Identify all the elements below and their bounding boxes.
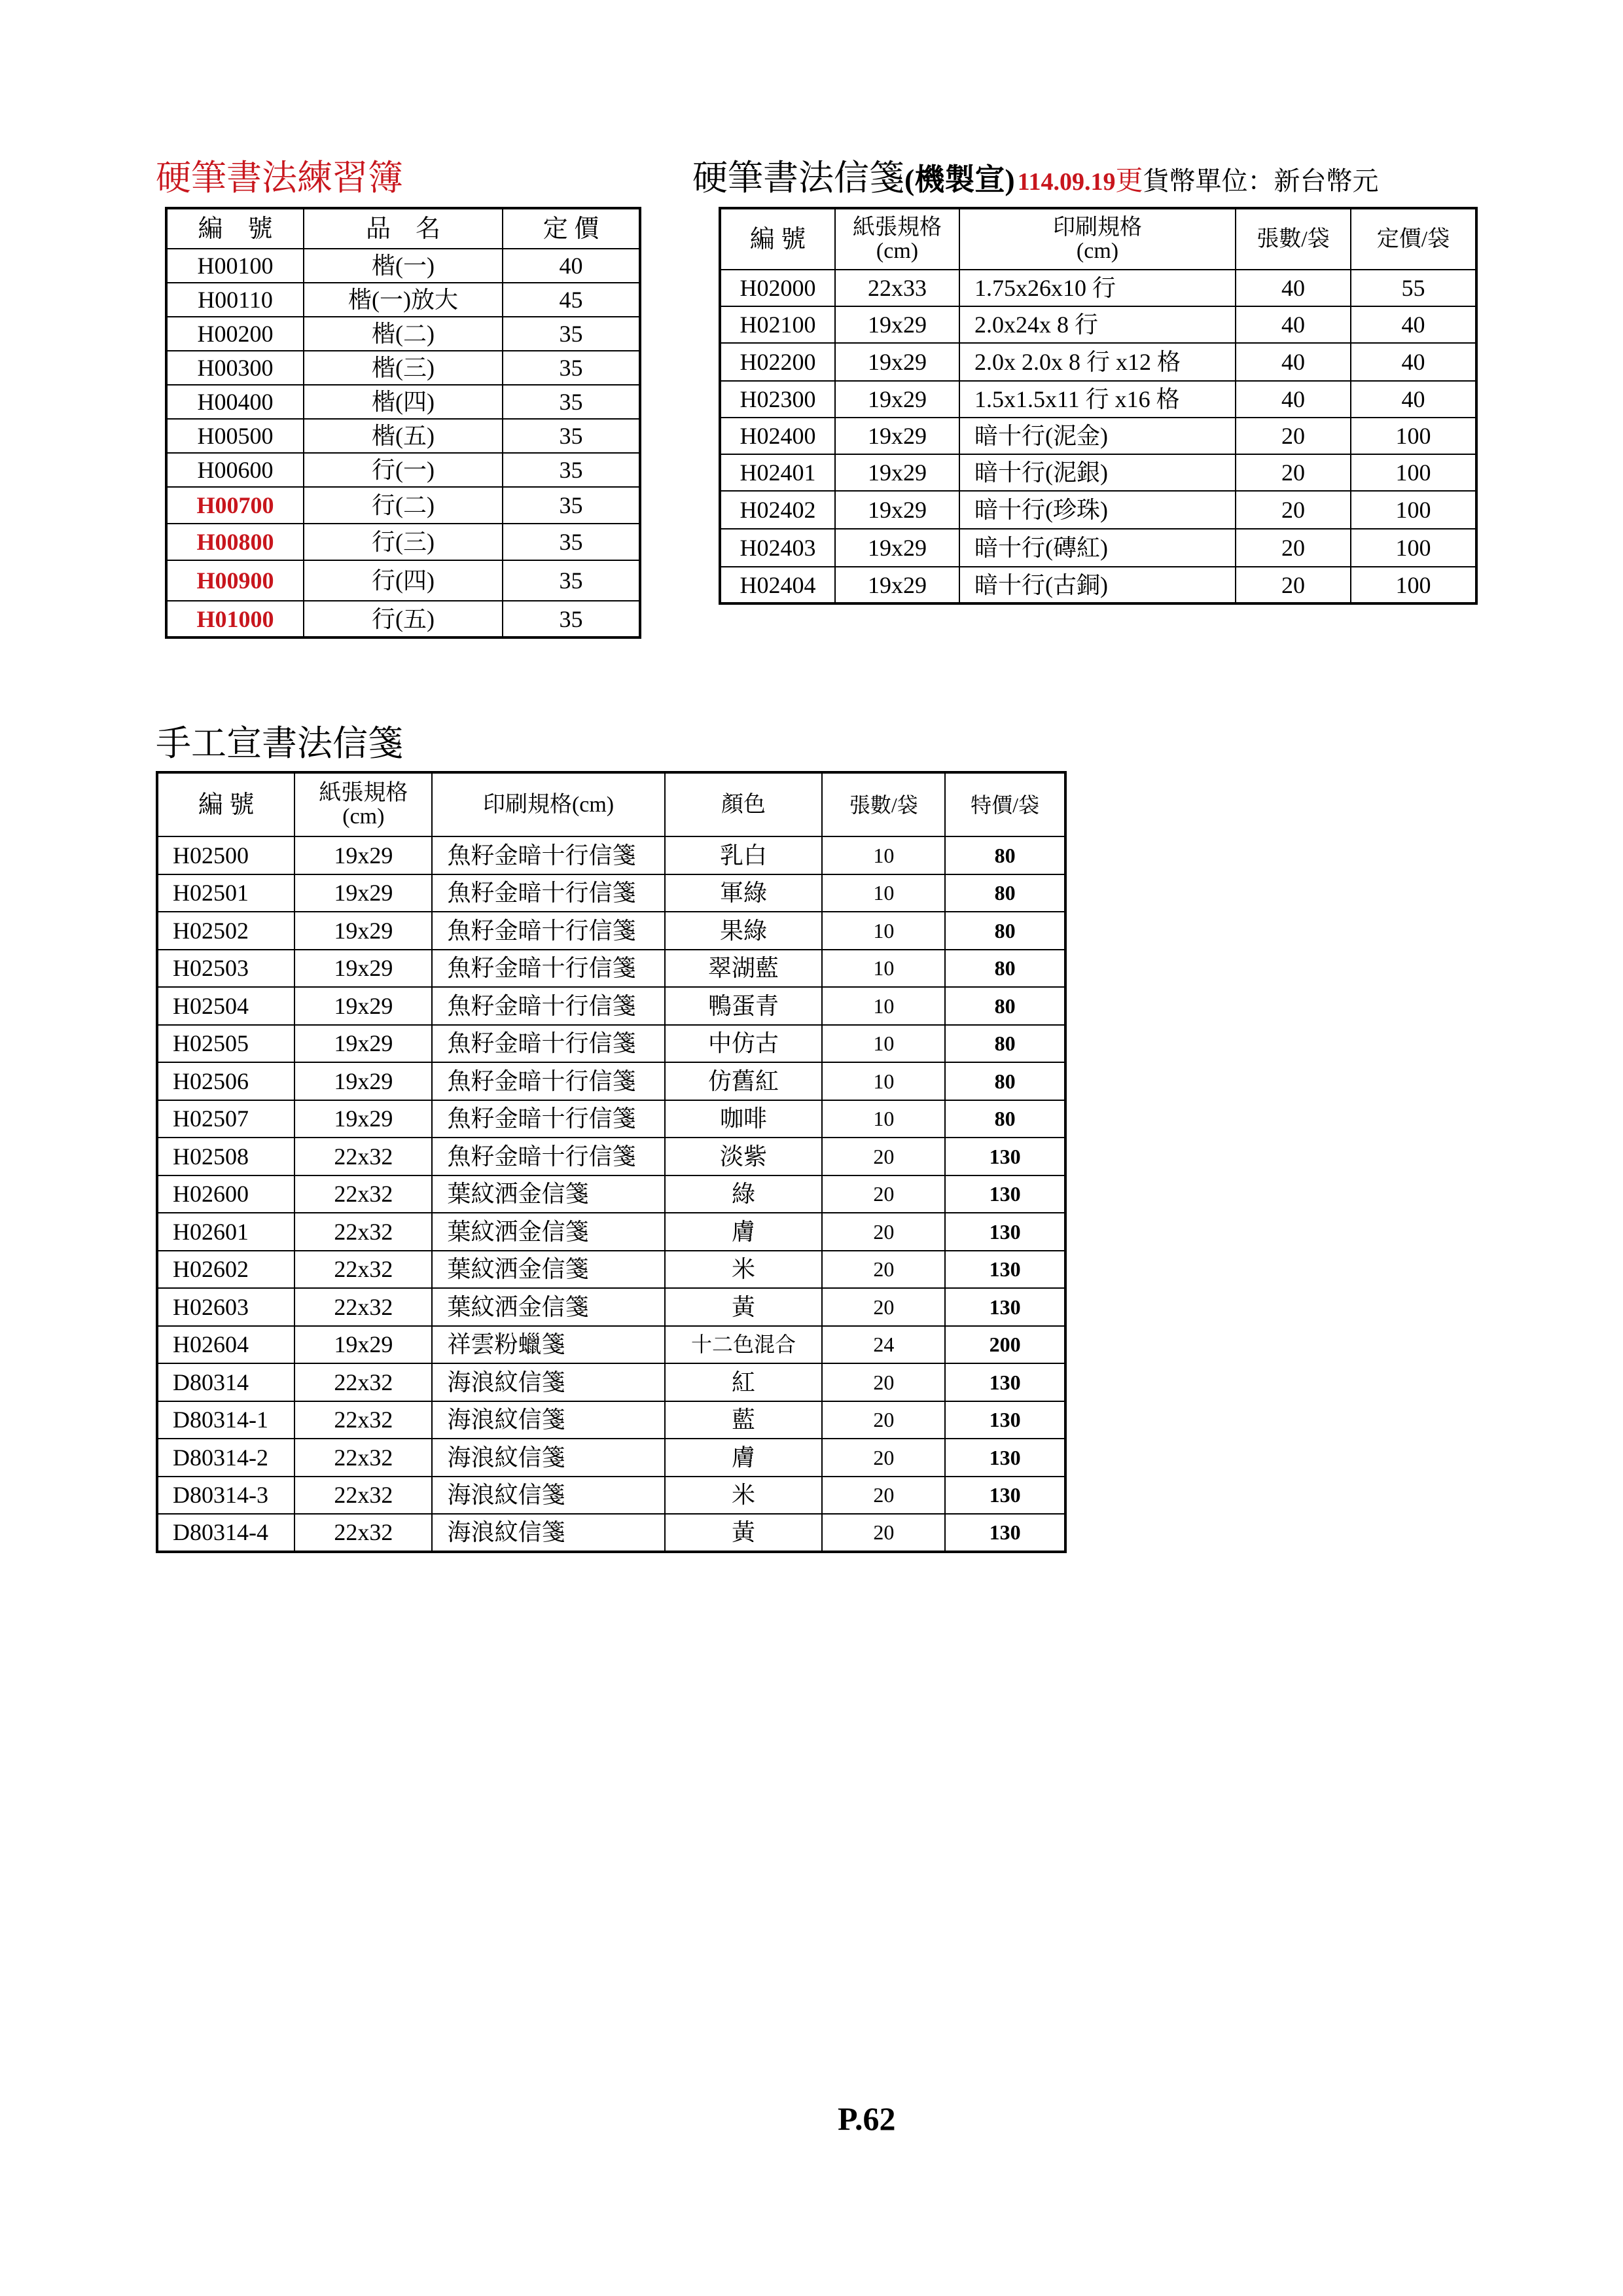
paper-size: 22x32 bbox=[294, 1363, 432, 1401]
sheets-per-bag: 20 bbox=[1236, 454, 1351, 491]
item-code: D80314-2 bbox=[157, 1439, 294, 1477]
item-code: H02402 bbox=[720, 491, 835, 529]
table-row bbox=[157, 1025, 1065, 1063]
table-row bbox=[157, 1401, 1065, 1439]
table-row bbox=[157, 1213, 1065, 1251]
header-code: 編 號 bbox=[157, 772, 294, 836]
special-price: 130 bbox=[945, 1175, 1065, 1213]
item-code: H02500 bbox=[157, 836, 294, 874]
sheets-per-bag: 40 bbox=[1236, 270, 1351, 306]
header-sheets: 張數/袋 bbox=[822, 772, 945, 836]
practice-book-title: 硬筆書法練習簿 bbox=[156, 158, 403, 198]
paper-size: 22x32 bbox=[294, 1288, 432, 1326]
print-spec: 1.5x1.5x11 行 x16 格 bbox=[959, 381, 1236, 418]
sheets-per-bag: 20 bbox=[822, 1477, 945, 1515]
special-price: 80 bbox=[945, 912, 1065, 950]
print-spec: 魚籽金暗十行信箋 bbox=[432, 1025, 664, 1063]
item-code: D80314 bbox=[157, 1363, 294, 1401]
sheets-per-bag: 20 bbox=[1236, 491, 1351, 529]
sheets-per-bag: 20 bbox=[822, 1175, 945, 1213]
item-price: 35 bbox=[503, 560, 640, 601]
header-color: 顏色 bbox=[665, 772, 823, 836]
item-price: 35 bbox=[503, 317, 640, 351]
item-code: H02507 bbox=[157, 1100, 294, 1138]
sheets-per-bag: 40 bbox=[1236, 306, 1351, 343]
sheets-per-bag: 10 bbox=[822, 950, 945, 988]
item-code: H02503 bbox=[157, 950, 294, 988]
print-spec: 暗十行(古銅) bbox=[959, 567, 1236, 603]
print-spec: 魚籽金暗十行信箋 bbox=[432, 1100, 664, 1138]
header-price: 特價/袋 bbox=[945, 772, 1065, 836]
paper-size: 19x29 bbox=[835, 529, 959, 567]
table-row bbox=[157, 1062, 1065, 1100]
table-row bbox=[720, 381, 1476, 418]
sheets-per-bag: 10 bbox=[822, 1062, 945, 1100]
paper-size: 19x29 bbox=[835, 306, 959, 343]
table-row bbox=[720, 567, 1476, 603]
item-code: H02501 bbox=[157, 874, 294, 912]
item-code: H00400 bbox=[166, 385, 304, 419]
practice-book-table bbox=[165, 207, 641, 639]
special-price: 130 bbox=[945, 1439, 1065, 1477]
item-name: 行(二) bbox=[304, 487, 503, 524]
table-header-row bbox=[720, 208, 1476, 270]
item-code: D80314-4 bbox=[157, 1514, 294, 1552]
sheets-per-bag: 40 bbox=[1236, 381, 1351, 418]
color-name: 膚 bbox=[665, 1213, 823, 1251]
print-spec: 祥雲粉蠟箋 bbox=[432, 1326, 664, 1364]
item-code: H02400 bbox=[720, 418, 835, 454]
item-name: 楷(一)放大 bbox=[304, 283, 503, 317]
print-spec: 魚籽金暗十行信箋 bbox=[432, 874, 664, 912]
price-per-bag: 100 bbox=[1351, 491, 1476, 529]
paper-size: 22x32 bbox=[294, 1514, 432, 1552]
item-code: H02504 bbox=[157, 987, 294, 1025]
paper-size: 19x29 bbox=[294, 1100, 432, 1138]
header-sheets: 張數/袋 bbox=[1236, 208, 1351, 270]
item-name: 行(一) bbox=[304, 453, 503, 487]
table-header-row bbox=[157, 772, 1065, 836]
price-per-bag: 55 bbox=[1351, 270, 1476, 306]
item-code: H02508 bbox=[157, 1138, 294, 1175]
item-code: H00700 bbox=[166, 487, 304, 524]
sheets-per-bag: 20 bbox=[822, 1138, 945, 1175]
print-spec: 暗十行(泥金) bbox=[959, 418, 1236, 454]
header-code: 編 號 bbox=[166, 208, 304, 249]
header-price: 定 價 bbox=[503, 208, 640, 249]
table-row bbox=[720, 306, 1476, 343]
special-price: 130 bbox=[945, 1514, 1065, 1552]
table-row bbox=[720, 270, 1476, 306]
item-price: 35 bbox=[503, 601, 640, 637]
print-spec: 海浪紋信箋 bbox=[432, 1477, 664, 1515]
table-row bbox=[720, 529, 1476, 567]
table-row bbox=[157, 1288, 1065, 1326]
item-code: H02100 bbox=[720, 306, 835, 343]
color-name: 十二色混合 bbox=[665, 1326, 823, 1364]
special-price: 130 bbox=[945, 1138, 1065, 1175]
table-row bbox=[166, 419, 640, 453]
item-code: H02603 bbox=[157, 1288, 294, 1326]
item-code: H00900 bbox=[166, 560, 304, 601]
color-name: 黃 bbox=[665, 1288, 823, 1326]
item-code: H02602 bbox=[157, 1251, 294, 1289]
print-spec: 魚籽金暗十行信箋 bbox=[432, 912, 664, 950]
item-price: 35 bbox=[503, 524, 640, 560]
print-spec: 2.0x24x 8 行 bbox=[959, 306, 1236, 343]
machine-letter-title bbox=[692, 157, 1379, 201]
item-code: H00600 bbox=[166, 453, 304, 487]
price-per-bag: 100 bbox=[1351, 567, 1476, 603]
table-row bbox=[166, 351, 640, 385]
item-code: H00800 bbox=[166, 524, 304, 560]
color-name: 米 bbox=[665, 1251, 823, 1289]
sheets-per-bag: 20 bbox=[822, 1213, 945, 1251]
table-row bbox=[166, 453, 640, 487]
color-name: 淡紫 bbox=[665, 1138, 823, 1175]
item-name: 行(五) bbox=[304, 601, 503, 637]
item-code: H02506 bbox=[157, 1062, 294, 1100]
paper-size: 22x32 bbox=[294, 1251, 432, 1289]
header-paper-line2: (cm) bbox=[876, 238, 919, 263]
color-name: 乳白 bbox=[665, 836, 823, 874]
item-code: H02300 bbox=[720, 381, 835, 418]
print-spec: 海浪紋信箋 bbox=[432, 1401, 664, 1439]
item-name: 楷(二) bbox=[304, 317, 503, 351]
item-code: D80314-1 bbox=[157, 1401, 294, 1439]
color-name: 藍 bbox=[665, 1401, 823, 1439]
price-per-bag: 100 bbox=[1351, 418, 1476, 454]
table-row bbox=[157, 1514, 1065, 1552]
table-row bbox=[166, 487, 640, 524]
print-spec: 葉紋洒金信箋 bbox=[432, 1213, 664, 1251]
item-code: H02600 bbox=[157, 1175, 294, 1213]
currency-note: 貨幣單位：新台幣元 bbox=[1143, 166, 1379, 196]
print-spec: 海浪紋信箋 bbox=[432, 1363, 664, 1401]
color-name: 中仿古 bbox=[665, 1025, 823, 1063]
item-code: D80314-3 bbox=[157, 1477, 294, 1515]
header-print-line1: 印刷規格 bbox=[1053, 215, 1142, 240]
sheets-per-bag: 10 bbox=[822, 836, 945, 874]
paper-size: 19x29 bbox=[835, 454, 959, 491]
special-price: 80 bbox=[945, 950, 1065, 988]
sheets-per-bag: 20 bbox=[822, 1251, 945, 1289]
table-row bbox=[157, 950, 1065, 988]
sheets-per-bag: 20 bbox=[1236, 418, 1351, 454]
print-spec: 海浪紋信箋 bbox=[432, 1439, 664, 1477]
machine-letter-table bbox=[719, 207, 1478, 605]
table-row bbox=[166, 249, 640, 283]
print-spec: 魚籽金暗十行信箋 bbox=[432, 836, 664, 874]
paper-size: 19x29 bbox=[294, 836, 432, 874]
machine-letter-title-main: 硬筆書法信箋 bbox=[692, 158, 904, 198]
print-spec: 魚籽金暗十行信箋 bbox=[432, 950, 664, 988]
table-row bbox=[166, 283, 640, 317]
sheets-per-bag: 20 bbox=[1236, 529, 1351, 567]
table-row bbox=[166, 601, 640, 637]
header-price: 定價/袋 bbox=[1351, 208, 1476, 270]
table-row bbox=[157, 1100, 1065, 1138]
special-price: 80 bbox=[945, 1100, 1065, 1138]
item-code: H02601 bbox=[157, 1213, 294, 1251]
table-row bbox=[157, 1138, 1065, 1175]
item-price: 35 bbox=[503, 453, 640, 487]
item-code: H02502 bbox=[157, 912, 294, 950]
sheets-per-bag: 20 bbox=[822, 1288, 945, 1326]
header-name: 品 名 bbox=[304, 208, 503, 249]
paper-size: 22x33 bbox=[835, 270, 959, 306]
header-print: 印刷規格(cm) bbox=[432, 772, 664, 836]
item-code: H02000 bbox=[720, 270, 835, 306]
table-row bbox=[157, 1477, 1065, 1515]
header-print-line2: (cm) bbox=[1076, 238, 1119, 263]
print-spec: 魚籽金暗十行信箋 bbox=[432, 987, 664, 1025]
item-code: H00100 bbox=[166, 249, 304, 283]
table-row bbox=[166, 317, 640, 351]
table-row bbox=[157, 1251, 1065, 1289]
table-row bbox=[157, 836, 1065, 874]
paper-size: 19x29 bbox=[294, 874, 432, 912]
print-spec: 2.0x 2.0x 8 行 x12 格 bbox=[959, 343, 1236, 381]
print-spec: 葉紋洒金信箋 bbox=[432, 1288, 664, 1326]
price-per-bag: 40 bbox=[1351, 343, 1476, 381]
item-code: H02401 bbox=[720, 454, 835, 491]
table-row bbox=[720, 418, 1476, 454]
sheets-per-bag: 20 bbox=[822, 1401, 945, 1439]
sheets-per-bag: 24 bbox=[822, 1326, 945, 1364]
print-spec: 魚籽金暗十行信箋 bbox=[432, 1062, 664, 1100]
color-name: 鴨蛋青 bbox=[665, 987, 823, 1025]
table-row bbox=[720, 343, 1476, 381]
special-price: 80 bbox=[945, 874, 1065, 912]
color-name: 黃 bbox=[665, 1514, 823, 1552]
paper-size: 22x32 bbox=[294, 1439, 432, 1477]
table-row bbox=[720, 491, 1476, 529]
sheets-per-bag: 10 bbox=[822, 1025, 945, 1063]
print-spec: 葉紋洒金信箋 bbox=[432, 1251, 664, 1289]
item-price: 35 bbox=[503, 487, 640, 524]
special-price: 80 bbox=[945, 987, 1065, 1025]
print-spec: 魚籽金暗十行信箋 bbox=[432, 1138, 664, 1175]
special-price: 80 bbox=[945, 1062, 1065, 1100]
special-price: 130 bbox=[945, 1363, 1065, 1401]
special-price: 80 bbox=[945, 1025, 1065, 1063]
special-price: 200 bbox=[945, 1326, 1065, 1364]
update-date: 114.09.19 bbox=[1017, 168, 1116, 196]
sheets-per-bag: 20 bbox=[822, 1514, 945, 1552]
color-name: 翠湖藍 bbox=[665, 950, 823, 988]
table-row bbox=[157, 912, 1065, 950]
item-name: 行(四) bbox=[304, 560, 503, 601]
print-spec: 1.75x26x10 行 bbox=[959, 270, 1236, 306]
paper-size: 19x29 bbox=[294, 1326, 432, 1364]
paper-size: 19x29 bbox=[294, 987, 432, 1025]
item-code: H00110 bbox=[166, 283, 304, 317]
item-name: 行(三) bbox=[304, 524, 503, 560]
special-price: 130 bbox=[945, 1477, 1065, 1515]
item-name: 楷(三) bbox=[304, 351, 503, 385]
paper-size: 22x32 bbox=[294, 1213, 432, 1251]
item-name: 楷(五) bbox=[304, 419, 503, 453]
paper-size: 22x32 bbox=[294, 1175, 432, 1213]
item-code: H00500 bbox=[166, 419, 304, 453]
table-row bbox=[157, 1326, 1065, 1364]
paper-size: 19x29 bbox=[294, 912, 432, 950]
sheets-per-bag: 20 bbox=[822, 1439, 945, 1477]
item-code: H00300 bbox=[166, 351, 304, 385]
price-per-bag: 40 bbox=[1351, 381, 1476, 418]
item-code: H02505 bbox=[157, 1025, 294, 1063]
paper-size: 19x29 bbox=[835, 491, 959, 529]
item-price: 40 bbox=[503, 249, 640, 283]
table-row bbox=[157, 1175, 1065, 1213]
color-name: 軍綠 bbox=[665, 874, 823, 912]
handmade-letter-title: 手工宣書法信箋 bbox=[156, 724, 403, 763]
color-name: 米 bbox=[665, 1477, 823, 1515]
print-spec: 葉紋洒金信箋 bbox=[432, 1175, 664, 1213]
print-spec: 暗十行(珍珠) bbox=[959, 491, 1236, 529]
table-header-row bbox=[166, 208, 640, 249]
sheets-per-bag: 10 bbox=[822, 1100, 945, 1138]
paper-size: 22x32 bbox=[294, 1138, 432, 1175]
sheets-per-bag: 10 bbox=[822, 874, 945, 912]
header-paper bbox=[835, 208, 959, 270]
price-per-bag: 100 bbox=[1351, 454, 1476, 491]
paper-size: 19x29 bbox=[835, 343, 959, 381]
color-name: 咖啡 bbox=[665, 1100, 823, 1138]
price-per-bag: 40 bbox=[1351, 306, 1476, 343]
print-spec: 海浪紋信箋 bbox=[432, 1514, 664, 1552]
item-price: 35 bbox=[503, 351, 640, 385]
item-code: H02403 bbox=[720, 529, 835, 567]
machine-letter-title-paren: (機製宣) bbox=[904, 163, 1015, 196]
item-name: 楷(四) bbox=[304, 385, 503, 419]
item-code: H02604 bbox=[157, 1326, 294, 1364]
table-row bbox=[157, 874, 1065, 912]
item-code: H01000 bbox=[166, 601, 304, 637]
special-price: 130 bbox=[945, 1288, 1065, 1326]
special-price: 80 bbox=[945, 836, 1065, 874]
paper-size: 19x29 bbox=[294, 950, 432, 988]
paper-size: 19x29 bbox=[835, 418, 959, 454]
paper-size: 22x32 bbox=[294, 1477, 432, 1515]
special-price: 130 bbox=[945, 1213, 1065, 1251]
table-row bbox=[157, 987, 1065, 1025]
header-code: 編 號 bbox=[720, 208, 835, 270]
sheets-per-bag: 20 bbox=[822, 1363, 945, 1401]
item-code: H02200 bbox=[720, 343, 835, 381]
header-paper-line1: 紙張規格 bbox=[853, 215, 942, 240]
table-row bbox=[157, 1439, 1065, 1477]
header-paper-line1: 紙張規格 bbox=[319, 780, 408, 805]
sheets-per-bag: 10 bbox=[822, 912, 945, 950]
special-price: 130 bbox=[945, 1401, 1065, 1439]
sheets-per-bag: 40 bbox=[1236, 343, 1351, 381]
color-name: 膚 bbox=[665, 1439, 823, 1477]
item-price: 35 bbox=[503, 419, 640, 453]
color-name: 紅 bbox=[665, 1363, 823, 1401]
table-row bbox=[157, 1363, 1065, 1401]
header-print bbox=[959, 208, 1236, 270]
print-spec: 暗十行(泥銀) bbox=[959, 454, 1236, 491]
item-price: 45 bbox=[503, 283, 640, 317]
table-row bbox=[720, 454, 1476, 491]
item-code: H00200 bbox=[166, 317, 304, 351]
color-name: 果綠 bbox=[665, 912, 823, 950]
header-paper-line2: (cm) bbox=[342, 804, 385, 829]
table-row bbox=[166, 560, 640, 601]
paper-size: 19x29 bbox=[835, 381, 959, 418]
paper-size: 19x29 bbox=[835, 567, 959, 603]
table-row bbox=[166, 385, 640, 419]
item-name: 楷(一) bbox=[304, 249, 503, 283]
color-name: 綠 bbox=[665, 1175, 823, 1213]
item-price: 35 bbox=[503, 385, 640, 419]
sheets-per-bag: 10 bbox=[822, 987, 945, 1025]
sheets-per-bag: 20 bbox=[1236, 567, 1351, 603]
item-code: H02404 bbox=[720, 567, 835, 603]
page-number: P.62 bbox=[838, 2100, 896, 2137]
paper-size: 22x32 bbox=[294, 1401, 432, 1439]
handmade-letter-table bbox=[156, 771, 1067, 1553]
update-label: 更 bbox=[1115, 166, 1143, 196]
paper-size: 19x29 bbox=[294, 1062, 432, 1100]
price-per-bag: 100 bbox=[1351, 529, 1476, 567]
color-name: 仿舊紅 bbox=[665, 1062, 823, 1100]
header-paper bbox=[294, 772, 432, 836]
table-row bbox=[166, 524, 640, 560]
print-spec: 暗十行(磚紅) bbox=[959, 529, 1236, 567]
special-price: 130 bbox=[945, 1251, 1065, 1289]
paper-size: 19x29 bbox=[294, 1025, 432, 1063]
